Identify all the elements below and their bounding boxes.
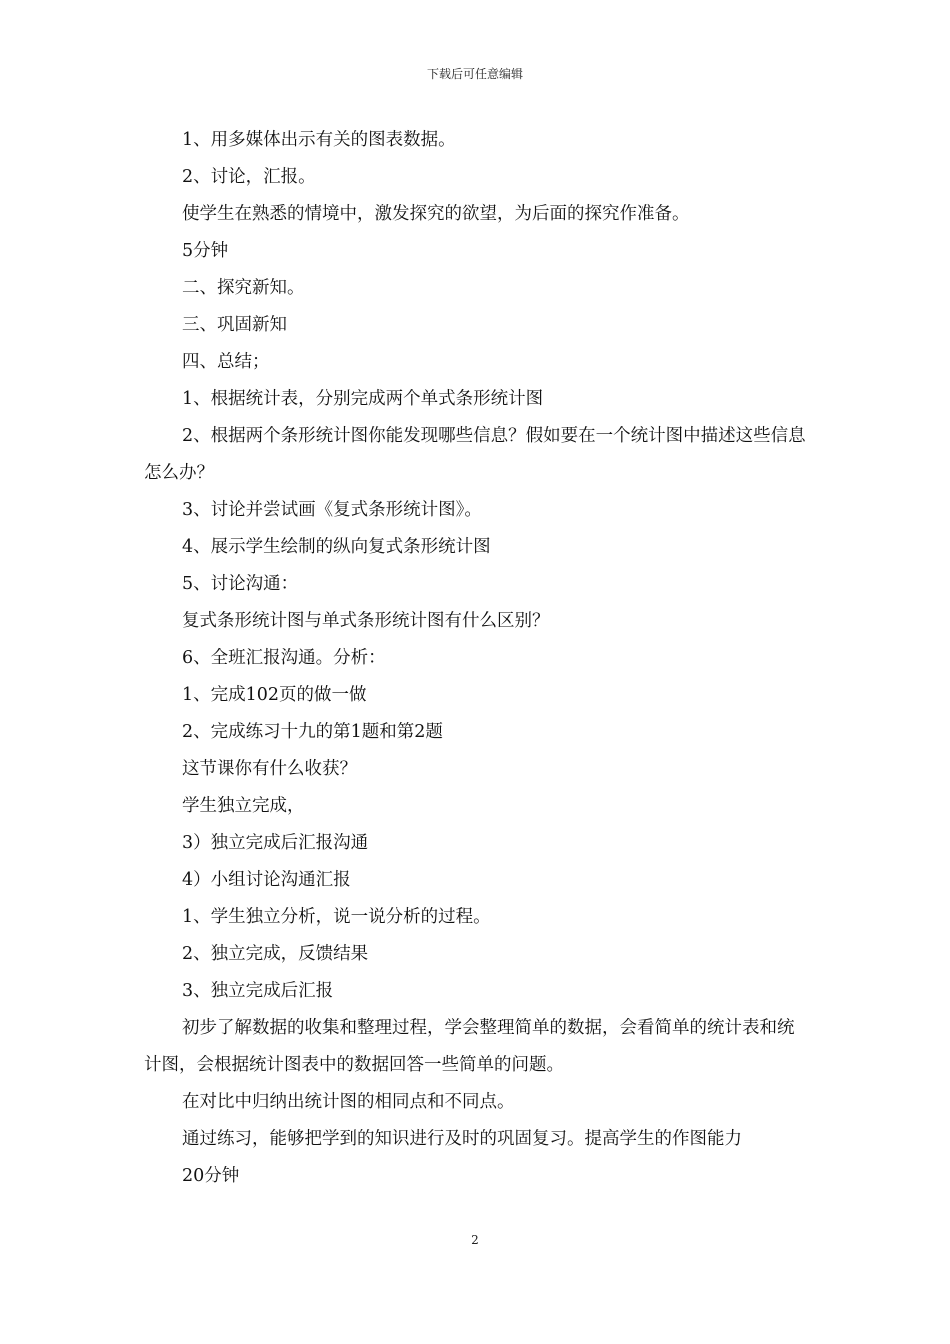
paragraph: 复式条形统计图与单式条形统计图有什么区别？	[182, 611, 550, 631]
paragraph: 20分钟	[182, 1166, 240, 1186]
paragraph: 2、讨论，汇报。	[182, 167, 316, 187]
document-body	[144, 122, 810, 1195]
page-header: 下载后可任意编辑	[426, 67, 523, 81]
paragraph: 1、根据统计表，分别完成两个单式条形统计图	[182, 389, 544, 409]
paragraph: 三、巩固新知	[182, 315, 287, 335]
paragraph: 3、独立完成后汇报	[182, 981, 334, 1001]
paragraph: 6、全班汇报沟通。分析：	[182, 648, 386, 668]
paragraph: 2、完成练习十九的第1题和第2题	[182, 722, 443, 742]
paragraph: 3、讨论并尝试画《复式条形统计图》。	[182, 500, 482, 520]
paragraph: 5、讨论沟通：	[182, 574, 299, 594]
paragraph: 二、探究新知。	[182, 278, 305, 298]
paragraph: 初步了解数据的收集和整理过程，学会整理简单的数据，会看简单的统计表和统计图，会根据统计图表中的数据回答一些简单的问题。	[144, 1018, 795, 1075]
paragraph: 2、根据两个条形统计图你能发现哪些信息？假如要在一个统计图中描述这些信息怎么办？	[144, 426, 806, 483]
paragraph: 在对比中归纳出统计图的相同点和不同点。	[182, 1092, 515, 1112]
paragraph: 1、用多媒体出示有关的图表数据。	[182, 130, 456, 150]
paragraph: 这节课你有什么收获？	[182, 759, 357, 779]
paragraph: 通过练习，能够把学到的知识进行及时的巩固复习。提高学生的作图能力	[182, 1129, 742, 1149]
paragraph: 1、完成102页的做一做	[182, 685, 367, 705]
page-number: 2	[471, 1233, 479, 1247]
paragraph: 4）小组讨论沟通汇报	[182, 870, 351, 890]
paragraph: 5分钟	[182, 241, 229, 261]
paragraph: 使学生在熟悉的情境中，激发探究的欲望，为后面的探究作准备。	[182, 204, 690, 224]
paragraph: 1、学生独立分析，说一说分析的过程。	[182, 907, 491, 927]
paragraph: 3）独立完成后汇报沟通	[182, 833, 369, 853]
paragraph: 2、独立完成，反馈结果	[182, 944, 369, 964]
paragraph: 四、总结；	[182, 352, 270, 372]
paragraph: 学生独立完成，	[182, 796, 305, 816]
paragraph: 4、展示学生绘制的纵向复式条形统计图	[182, 537, 491, 557]
